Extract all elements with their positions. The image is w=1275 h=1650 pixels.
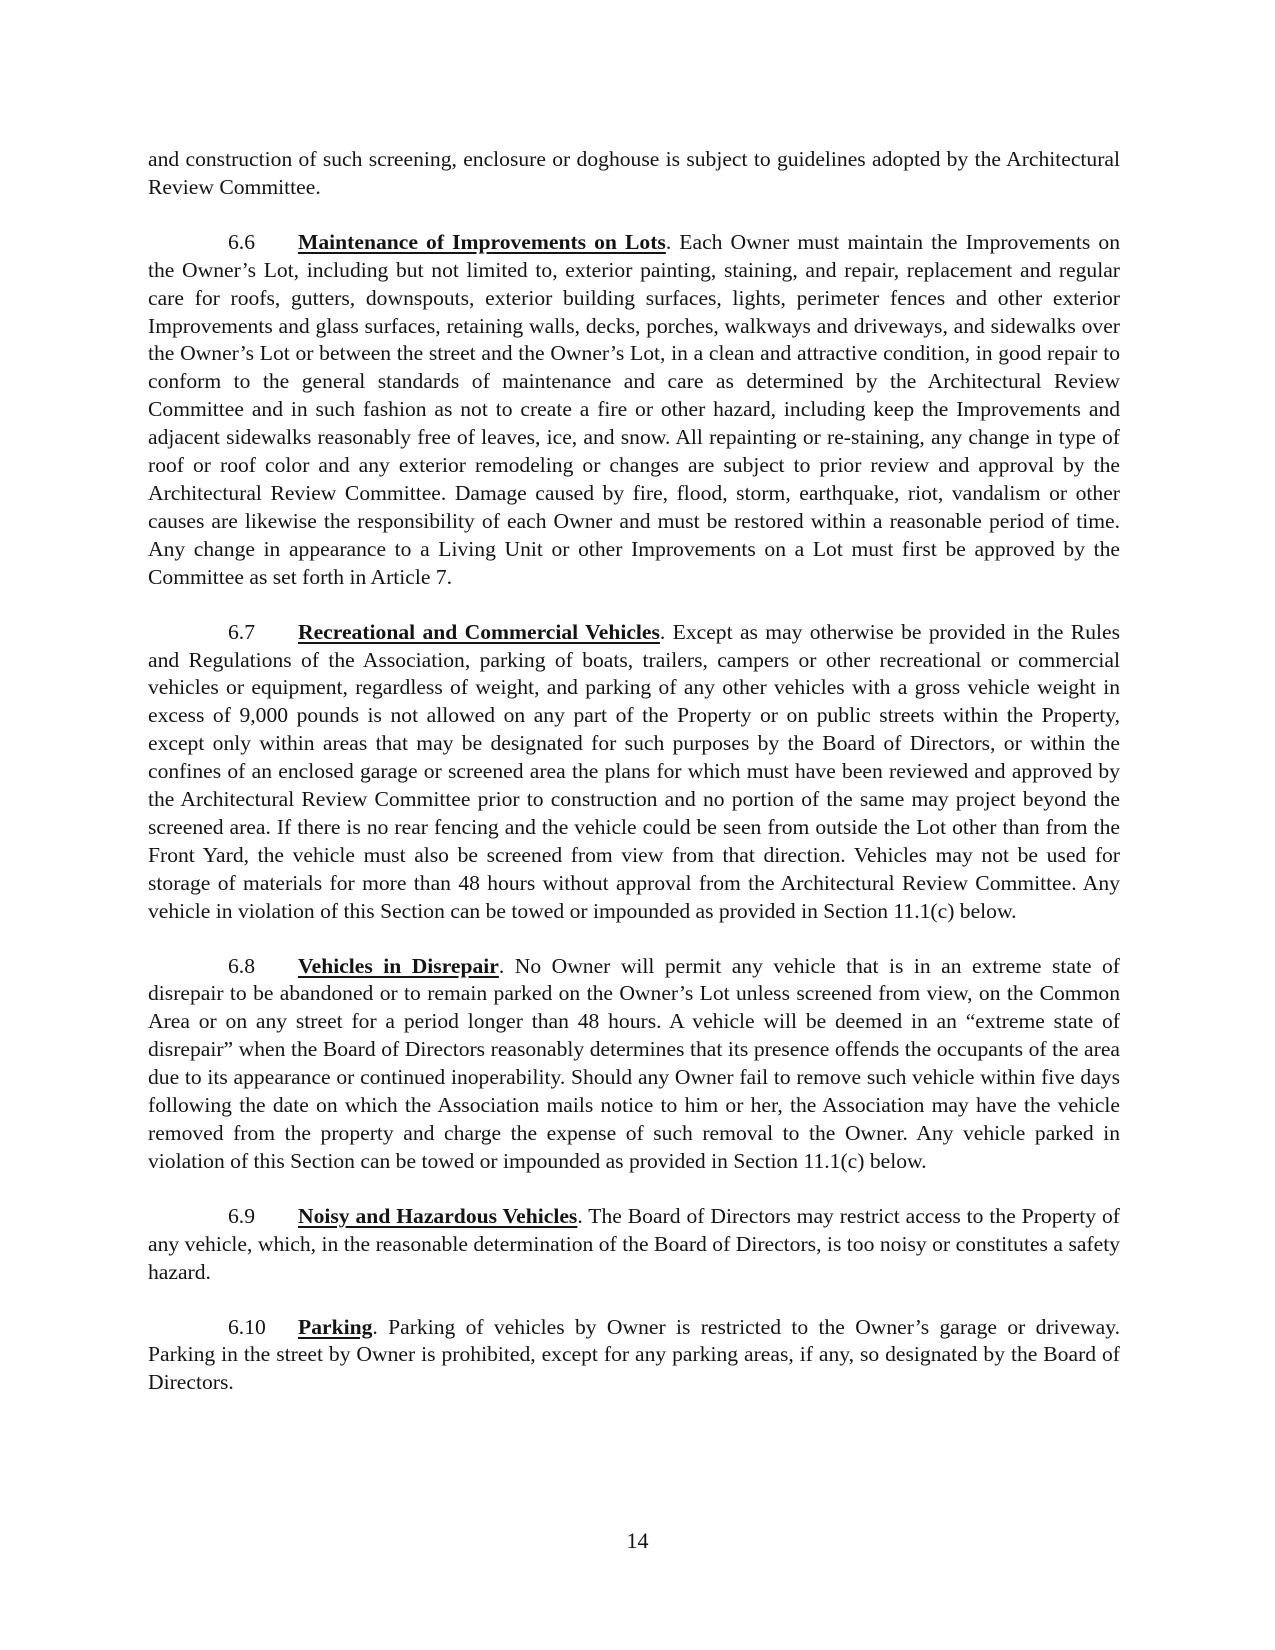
section-heading: Recreational and Commercial Vehicles: [298, 619, 660, 644]
section-6-6: [148, 229, 1120, 592]
document-page: [148, 146, 1120, 1397]
section-heading: Noisy and Hazardous Vehicles: [298, 1203, 578, 1228]
section-body: . Each Owner must maintain the Improvements on the Owner’s Lot, including but not limited to, exterior painting, staining, and repair, replacement and regular care for roofs, gutters, downspouts, exterior building surfaces, lights, perimeter fences and other exterior Improvements and glass surfaces, retaining walls, decks, porches, walkways and driveways, and sidewalks over the Owner’s Lot or between the street and the Owner’s Lot, in a clean and attractive condition, in good repair to conform to the general standards of maintenance and care as determined by the Architectural Review Committee and in such fashion as not to create a fire or other hazard, including keep the Improvements and adjacent sidewalks reasonably free of leaves, ice, and snow. All repainting or re-staining, any change in type of roof or roof color and any exterior remodeling or changes are subject to prior review and approval by the Architectural Review Committee. Damage caused by fire, flood, storm, earthquake, riot, vandalism or other causes are likewise the responsibility of each Owner and must be restored within a reasonable period of time. Any change in appearance to a Living Unit or other Improvements on a Lot must first be approved by the Committee as set forth in Article 7.: [148, 229, 1120, 589]
section-number: 6.8: [228, 953, 255, 978]
section-body: . The Board of Directors may restrict access to the Property of any vehicle, which, in the reasonable determination of the Board of Directors, is too noisy or constitutes a safety hazard.: [148, 1203, 1120, 1284]
section-number: 6.7: [228, 619, 255, 644]
section-number: 6.6: [228, 229, 255, 254]
section-body: . No Owner will permit any vehicle that is in an extreme state of disrepair to be abandoned or to remain parked on the Owner’s Lot unless screened from view, on the Common Area or on any street for a period longer than 48 hours. A vehicle will be deemed in an “extreme state of disrepair” when the Board of Directors reasonably determines that its presence offends the occupants of the area due to its appearance or continued inoperability. Should any Owner fail to remove such vehicle within five days following the date on which the Association mails notice to him or her, the Association may have the vehicle removed from the property and charge the expense of such removal to the Owner. Any vehicle parked in violation of this Section can be towed or impounded as provided in Section 11.1(c) below.: [148, 953, 1120, 1173]
continuation-paragraph: and construction of such screening, enclosure or doghouse is subject to guidelines adopted by the Architectural Review Committee.: [148, 147, 1120, 199]
section-6-10: [148, 1314, 1120, 1398]
section-body: . Except as may otherwise be provided in the Rules and Regulations of the Association, parking of boats, trailers, campers or other recreational or commercial vehicles or equipment, regardless of weight, and parking of any other vehicles with a gross vehicle weight in excess of 9,000 pounds is not allowed on any part of the Property or on public streets within the Property, except only within areas that may be designated for such purposes by the Board of Directors, or within the confines of an enclosed garage or screened area the plans for which must have been reviewed and approved by the Architectural Review Committee prior to construction and no portion of the same may project beyond the screened area. If there is no rear fencing and the vehicle could be seen from outside the Lot other than from the Front Yard, the vehicle must also be screened from view from that direction. Vehicles may not be used for storage of materials for more than 48 hours without approval from the Architectural Review Committee. Any vehicle in violation of this Section can be towed or impounded as provided in Section 11.1(c) below.: [148, 619, 1120, 923]
page-number: 14: [626, 1528, 649, 1553]
section-body: . Parking of vehicles by Owner is restricted to the Owner’s garage or driveway. Parking in the street by Owner is prohibited, except for any parking areas, if any, so designated by the Board of Directors.: [148, 1314, 1120, 1395]
section-6-7: [148, 619, 1120, 926]
section-heading: Parking: [298, 1314, 373, 1339]
section-heading: Vehicles in Disrepair: [298, 953, 499, 978]
section-number: 6.10: [228, 1314, 266, 1339]
section-number: 6.9: [228, 1203, 255, 1228]
section-6-8: [148, 953, 1120, 1176]
section-6-9: [148, 1203, 1120, 1287]
section-heading: Maintenance of Improvements on Lots: [298, 229, 666, 254]
